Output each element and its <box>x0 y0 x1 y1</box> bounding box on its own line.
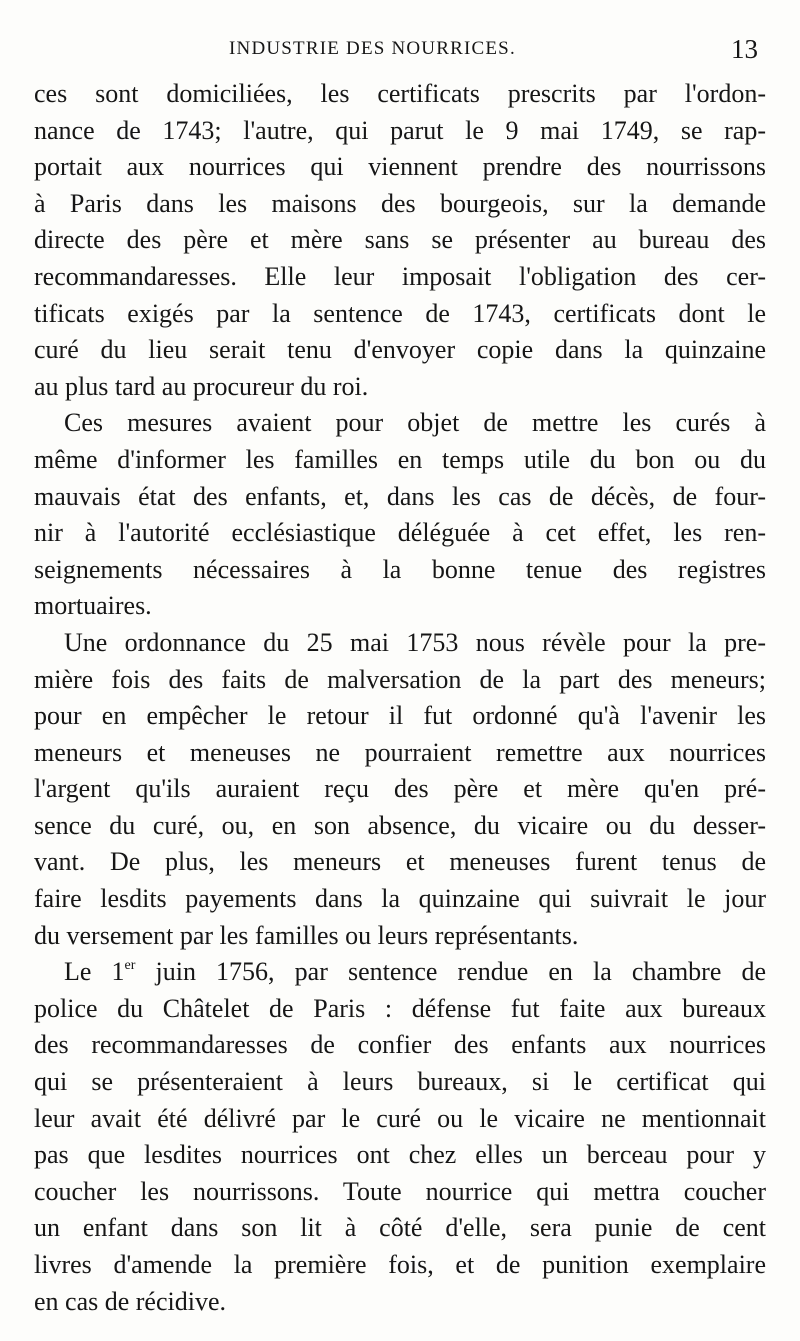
text-line: qui se présenteraient à leurs bureaux, si le certificat qui <box>34 1067 766 1097</box>
ordinal-superscript: er <box>124 958 136 974</box>
body-text <box>34 76 766 1320</box>
text-line: au plus tard au procureur du roi. <box>34 371 369 401</box>
text-line: en cas de récidive. <box>34 1286 227 1316</box>
text-line: Ces mesures avaient pour objet de mettre les curés à <box>64 408 766 438</box>
text-line: pas que lesdites nourrices ont chez elles un berceau pour y <box>34 1140 766 1170</box>
text-line: Une ordonnance du 25 mai 1753 nous révèle pour la pre- <box>64 627 766 657</box>
text-line <box>34 954 766 991</box>
text-line: mière fois des faits de malversation de la part des meneurs; <box>34 664 766 694</box>
running-title: INDUSTRIE DES NOURRICES. <box>229 38 516 59</box>
text-line: un enfant dans son lit à côté d'elle, sera punie de cent <box>34 1213 766 1243</box>
line-rest: juin 1756, par sentence rendue en la chambre de <box>135 957 767 987</box>
text-line: coucher les nourrissons. Toute nourrice qui mettra coucher <box>34 1176 766 1206</box>
text-line: l'argent qu'ils auraient reçu des père et mère qu'en pré- <box>34 774 766 804</box>
text-line: du versement par les familles ou leurs représentants. <box>34 920 579 950</box>
line-start: Le 1 <box>64 957 125 987</box>
text-line: meneurs et meneuses ne pourraient remettre aux nourrices <box>34 737 766 767</box>
text-line: police du Châtelet de Paris : défense fut faite aux bureaux <box>34 993 766 1023</box>
text-line: vant. De plus, les meneurs et meneuses furent tenus de <box>34 847 766 877</box>
text-line: nance de 1743; l'autre, qui parut le 9 mai 1749, se rap- <box>34 115 766 145</box>
page-number: 13 <box>731 34 758 64</box>
text-line: leur avait été délivré par le curé ou le vicaire ne mentionnait <box>34 1103 766 1133</box>
text-line: nir à l'autorité ecclésiastique déléguée à cet effet, les ren- <box>34 518 766 548</box>
text-line: sence du curé, ou, en son absence, du vicaire ou du desser- <box>34 810 766 840</box>
page-header <box>34 34 758 68</box>
text-line: portait aux nourrices qui viennent prendre des nourrissons <box>34 152 766 182</box>
text-line: pour en empêcher le retour il fut ordonné qu'à l'avenir les <box>34 701 766 731</box>
text-line: des recommandaresses de confier des enfants aux nourrices <box>34 1030 766 1060</box>
text-line: même d'informer les familles en temps utile du bon ou du <box>34 444 766 474</box>
text-line: seignements nécessaires à la bonne tenue des registres <box>34 554 766 584</box>
text-line: tificats exigés par la sentence de 1743, certificats dont le <box>34 298 766 328</box>
text-line: directe des père et mère sans se présenter au bureau des <box>34 225 766 255</box>
text-line: recommandaresses. Elle leur imposait l'obligation des cer- <box>34 261 766 291</box>
text-line: mortuaires. <box>34 591 152 621</box>
text-line: faire lesdits payements dans la quinzaine qui suivrait le jour <box>34 884 766 914</box>
text-line: curé du lieu serait tenu d'envoyer copie dans la quinzaine <box>34 335 766 365</box>
text-line: ces sont domiciliées, les certificats prescrits par l'ordon- <box>34 79 766 108</box>
text-line: à Paris dans les maisons des bourgeois, sur la demande <box>34 188 766 218</box>
text-line: livres d'amende la première fois, et de punition exemplaire <box>34 1250 766 1279</box>
text-line: mauvais état des enfants, et, dans les cas de décès, de four- <box>34 481 766 511</box>
